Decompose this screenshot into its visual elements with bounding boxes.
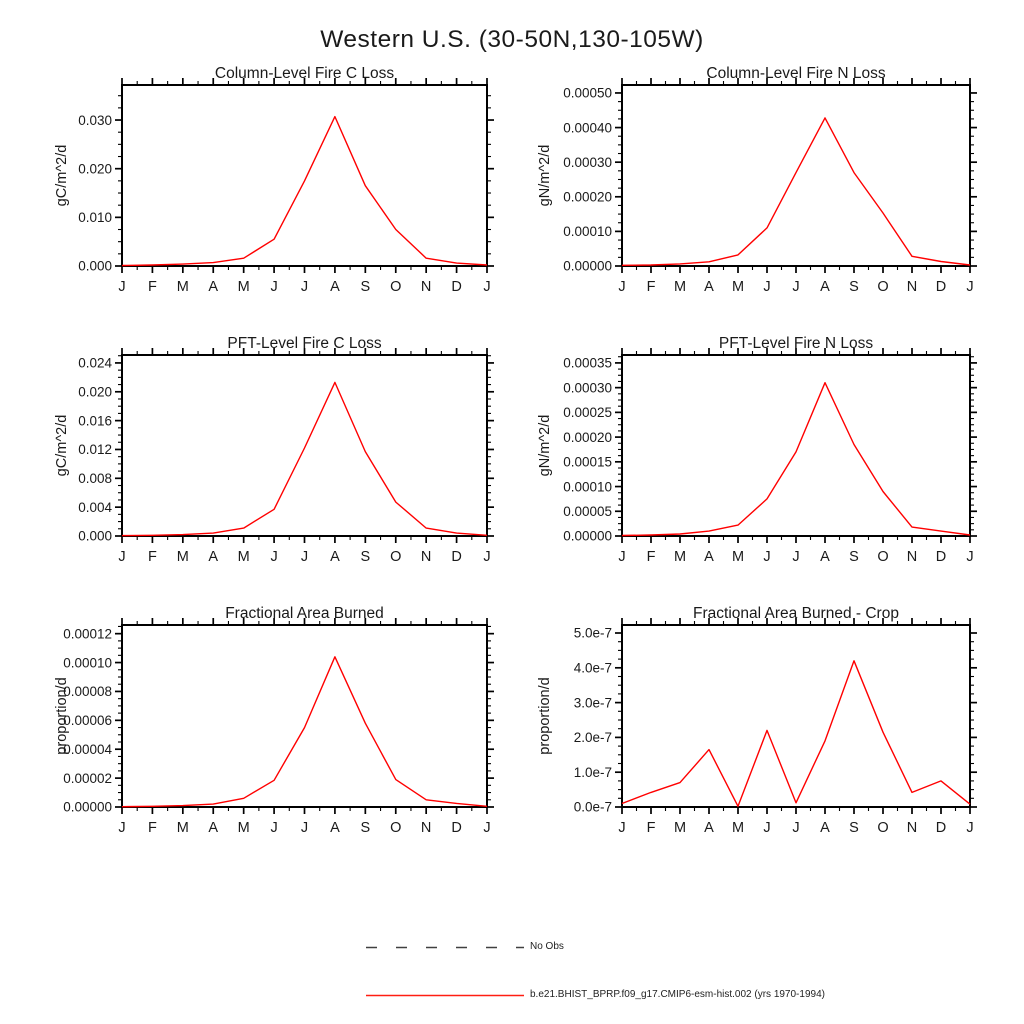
month-label: J — [792, 549, 800, 565]
y-tick-label: 0.00015 — [563, 454, 612, 470]
axis-ticks — [615, 348, 977, 543]
month-label: N — [906, 820, 918, 836]
month-label: D — [451, 279, 462, 295]
legend-label-no-obs: No Obs — [530, 941, 564, 952]
month-label: J — [118, 279, 126, 295]
chart-3 — [537, 335, 977, 565]
month-label: M — [176, 820, 189, 836]
month-label: O — [877, 279, 889, 295]
chart-title: Fractional Area Burned — [225, 605, 384, 622]
plot-frame — [622, 625, 970, 807]
page-title: Western U.S. (30-50N,130-105W) — [320, 26, 704, 53]
data-line — [122, 657, 487, 807]
y-axis-label: proportion/d — [537, 677, 553, 755]
chart-title: Column-Level Fire C Loss — [214, 65, 395, 82]
month-label: J — [763, 279, 771, 295]
month-label: F — [646, 279, 656, 295]
y-tick-label: 3.0e-7 — [573, 695, 612, 711]
month-label: J — [118, 820, 126, 836]
y-tick-label: 5.0e-7 — [573, 625, 612, 641]
month-label: M — [237, 820, 250, 836]
y-tick-label: 0.00000 — [563, 528, 612, 544]
y-tick-label: 0.00020 — [563, 429, 612, 445]
month-label: A — [704, 279, 714, 295]
month-label: J — [966, 549, 974, 565]
data-line — [622, 383, 970, 536]
no-obs-dashed-line — [365, 941, 525, 954]
axis-ticks — [115, 618, 494, 814]
month-label: O — [390, 549, 402, 565]
plot-frame — [622, 85, 970, 266]
y-tick-label: 0.00025 — [563, 405, 612, 421]
chart-5 — [537, 605, 977, 836]
y-tick-label: 0.010 — [78, 210, 112, 226]
y-tick-label: 0.000 — [78, 528, 112, 544]
month-label: J — [300, 820, 309, 836]
month-label: J — [618, 279, 626, 295]
chart-title: PFT-Level Fire N Loss — [718, 335, 874, 352]
axis-ticks — [615, 618, 977, 814]
chart-title: Column-Level Fire N Loss — [706, 65, 886, 82]
chart-title: PFT-Level Fire C Loss — [227, 335, 382, 352]
axis-ticks — [615, 78, 977, 273]
month-label: D — [451, 549, 462, 565]
y-axis-label: proportion/d — [54, 677, 70, 755]
y-tick-label: 0.0e-7 — [573, 799, 612, 815]
y-tick-label: 0.00040 — [563, 120, 612, 136]
y-tick-label: 0.008 — [78, 471, 112, 487]
month-label: M — [237, 279, 250, 295]
y-axis-label: gC/m^2/d — [54, 414, 70, 477]
legend-item-model-run — [0, 989, 1024, 1003]
chart-1 — [537, 65, 977, 295]
y-tick-label: 0.00030 — [563, 380, 612, 396]
y-tick-label: 0.00006 — [63, 713, 112, 729]
y-tick-label: 0.00008 — [63, 684, 112, 700]
axis-ticks — [115, 78, 494, 273]
month-label: O — [877, 820, 889, 836]
month-label: N — [420, 549, 432, 565]
month-label: D — [935, 820, 947, 836]
y-tick-label: 0.00020 — [563, 189, 612, 205]
month-label: D — [451, 820, 462, 836]
month-label: M — [176, 549, 189, 565]
y-tick-label: 0.00035 — [563, 355, 612, 371]
month-label: O — [877, 549, 889, 565]
y-tick-label: 0.00030 — [563, 154, 612, 170]
month-label: J — [270, 820, 278, 836]
month-label: O — [390, 279, 402, 295]
month-label: J — [483, 549, 491, 565]
month-label: M — [731, 279, 745, 295]
y-tick-label: 0.004 — [78, 499, 112, 515]
y-tick-label: 1.0e-7 — [573, 764, 612, 780]
month-label: A — [704, 549, 714, 565]
y-tick-label: 0.012 — [78, 442, 112, 458]
month-label: J — [300, 549, 309, 565]
month-label: D — [935, 279, 947, 295]
plot-frame — [622, 355, 970, 536]
month-label: J — [966, 820, 974, 836]
chart-title: Fractional Area Burned - Crop — [693, 605, 899, 622]
month-label: S — [360, 549, 371, 565]
month-label: F — [646, 820, 656, 836]
data-line — [622, 661, 970, 807]
month-label: A — [704, 820, 714, 836]
y-tick-label: 0.020 — [78, 384, 112, 400]
month-label: A — [820, 820, 830, 836]
model-run-solid-line — [365, 989, 525, 1002]
month-label: A — [208, 820, 219, 836]
month-label: F — [147, 820, 157, 836]
month-label: J — [270, 549, 278, 565]
month-label: A — [208, 549, 219, 565]
month-label: A — [330, 549, 340, 565]
month-label: A — [208, 279, 219, 295]
month-label: A — [330, 279, 340, 295]
month-label: M — [237, 549, 250, 565]
y-tick-label: 0.00012 — [63, 626, 112, 642]
month-label: M — [673, 549, 687, 565]
month-label: J — [763, 549, 771, 565]
y-axis-label: gC/m^2/d — [54, 144, 70, 207]
month-label: M — [731, 820, 745, 836]
y-axis-label: gN/m^2/d — [537, 144, 553, 207]
month-label: S — [849, 549, 859, 565]
month-label: J — [483, 279, 491, 295]
month-label: A — [820, 279, 830, 295]
month-label: J — [300, 279, 309, 295]
y-axis-label: gN/m^2/d — [537, 414, 553, 477]
month-label: J — [483, 820, 491, 836]
y-tick-label: 2.0e-7 — [573, 730, 612, 746]
data-line — [622, 118, 970, 265]
legend-label-model-run: b.e21.BHIST_BPRP.f09_g17.CMIP6-esm-hist.002 (yrs 1970-1994) — [530, 989, 825, 1000]
plot-frame — [122, 355, 487, 536]
month-label: F — [147, 279, 157, 295]
month-label: F — [646, 549, 656, 565]
month-label: J — [618, 820, 626, 836]
y-tick-label: 0.00050 — [563, 85, 612, 101]
y-tick-label: 0.00000 — [63, 799, 112, 815]
month-label: J — [966, 279, 974, 295]
month-label: S — [360, 279, 371, 295]
y-tick-label: 4.0e-7 — [573, 660, 612, 676]
month-label: J — [618, 549, 626, 565]
chart-4 — [54, 605, 494, 836]
month-label: N — [420, 279, 432, 295]
y-tick-label: 0.000 — [78, 258, 112, 274]
month-label: O — [390, 820, 402, 836]
data-line — [122, 382, 487, 535]
axis-ticks — [115, 348, 494, 543]
y-tick-label: 0.00002 — [63, 770, 112, 786]
month-label: F — [147, 549, 157, 565]
month-label: N — [420, 820, 432, 836]
month-label: S — [849, 820, 859, 836]
month-label: A — [330, 820, 340, 836]
y-tick-label: 0.00005 — [563, 503, 612, 519]
month-label: S — [849, 279, 859, 295]
month-label: J — [792, 279, 800, 295]
chart-2 — [54, 335, 494, 565]
month-label: N — [906, 279, 918, 295]
y-tick-label: 0.00010 — [563, 479, 612, 495]
month-label: A — [820, 549, 830, 565]
month-label: M — [731, 549, 745, 565]
month-label: M — [673, 279, 687, 295]
plot-frame — [122, 625, 487, 807]
month-label: S — [360, 820, 371, 836]
chart-0 — [54, 65, 494, 295]
month-label: N — [906, 549, 918, 565]
month-label: J — [270, 279, 278, 295]
y-tick-label: 0.00000 — [563, 258, 612, 274]
plot-frame — [122, 85, 487, 266]
month-label: J — [118, 549, 126, 565]
y-tick-label: 0.00010 — [563, 224, 612, 240]
y-tick-label: 0.024 — [78, 355, 112, 371]
legend-item-no-obs — [0, 941, 1024, 955]
y-tick-label: 0.00004 — [63, 741, 112, 757]
month-label: M — [176, 279, 189, 295]
data-line — [122, 117, 487, 266]
y-tick-label: 0.016 — [78, 413, 112, 429]
month-label: J — [792, 820, 800, 836]
month-label: M — [673, 820, 687, 836]
y-tick-label: 0.020 — [78, 161, 112, 177]
y-tick-label: 0.00010 — [63, 655, 112, 671]
month-label: D — [935, 549, 947, 565]
month-label: J — [763, 820, 771, 836]
y-tick-label: 0.030 — [78, 112, 112, 128]
